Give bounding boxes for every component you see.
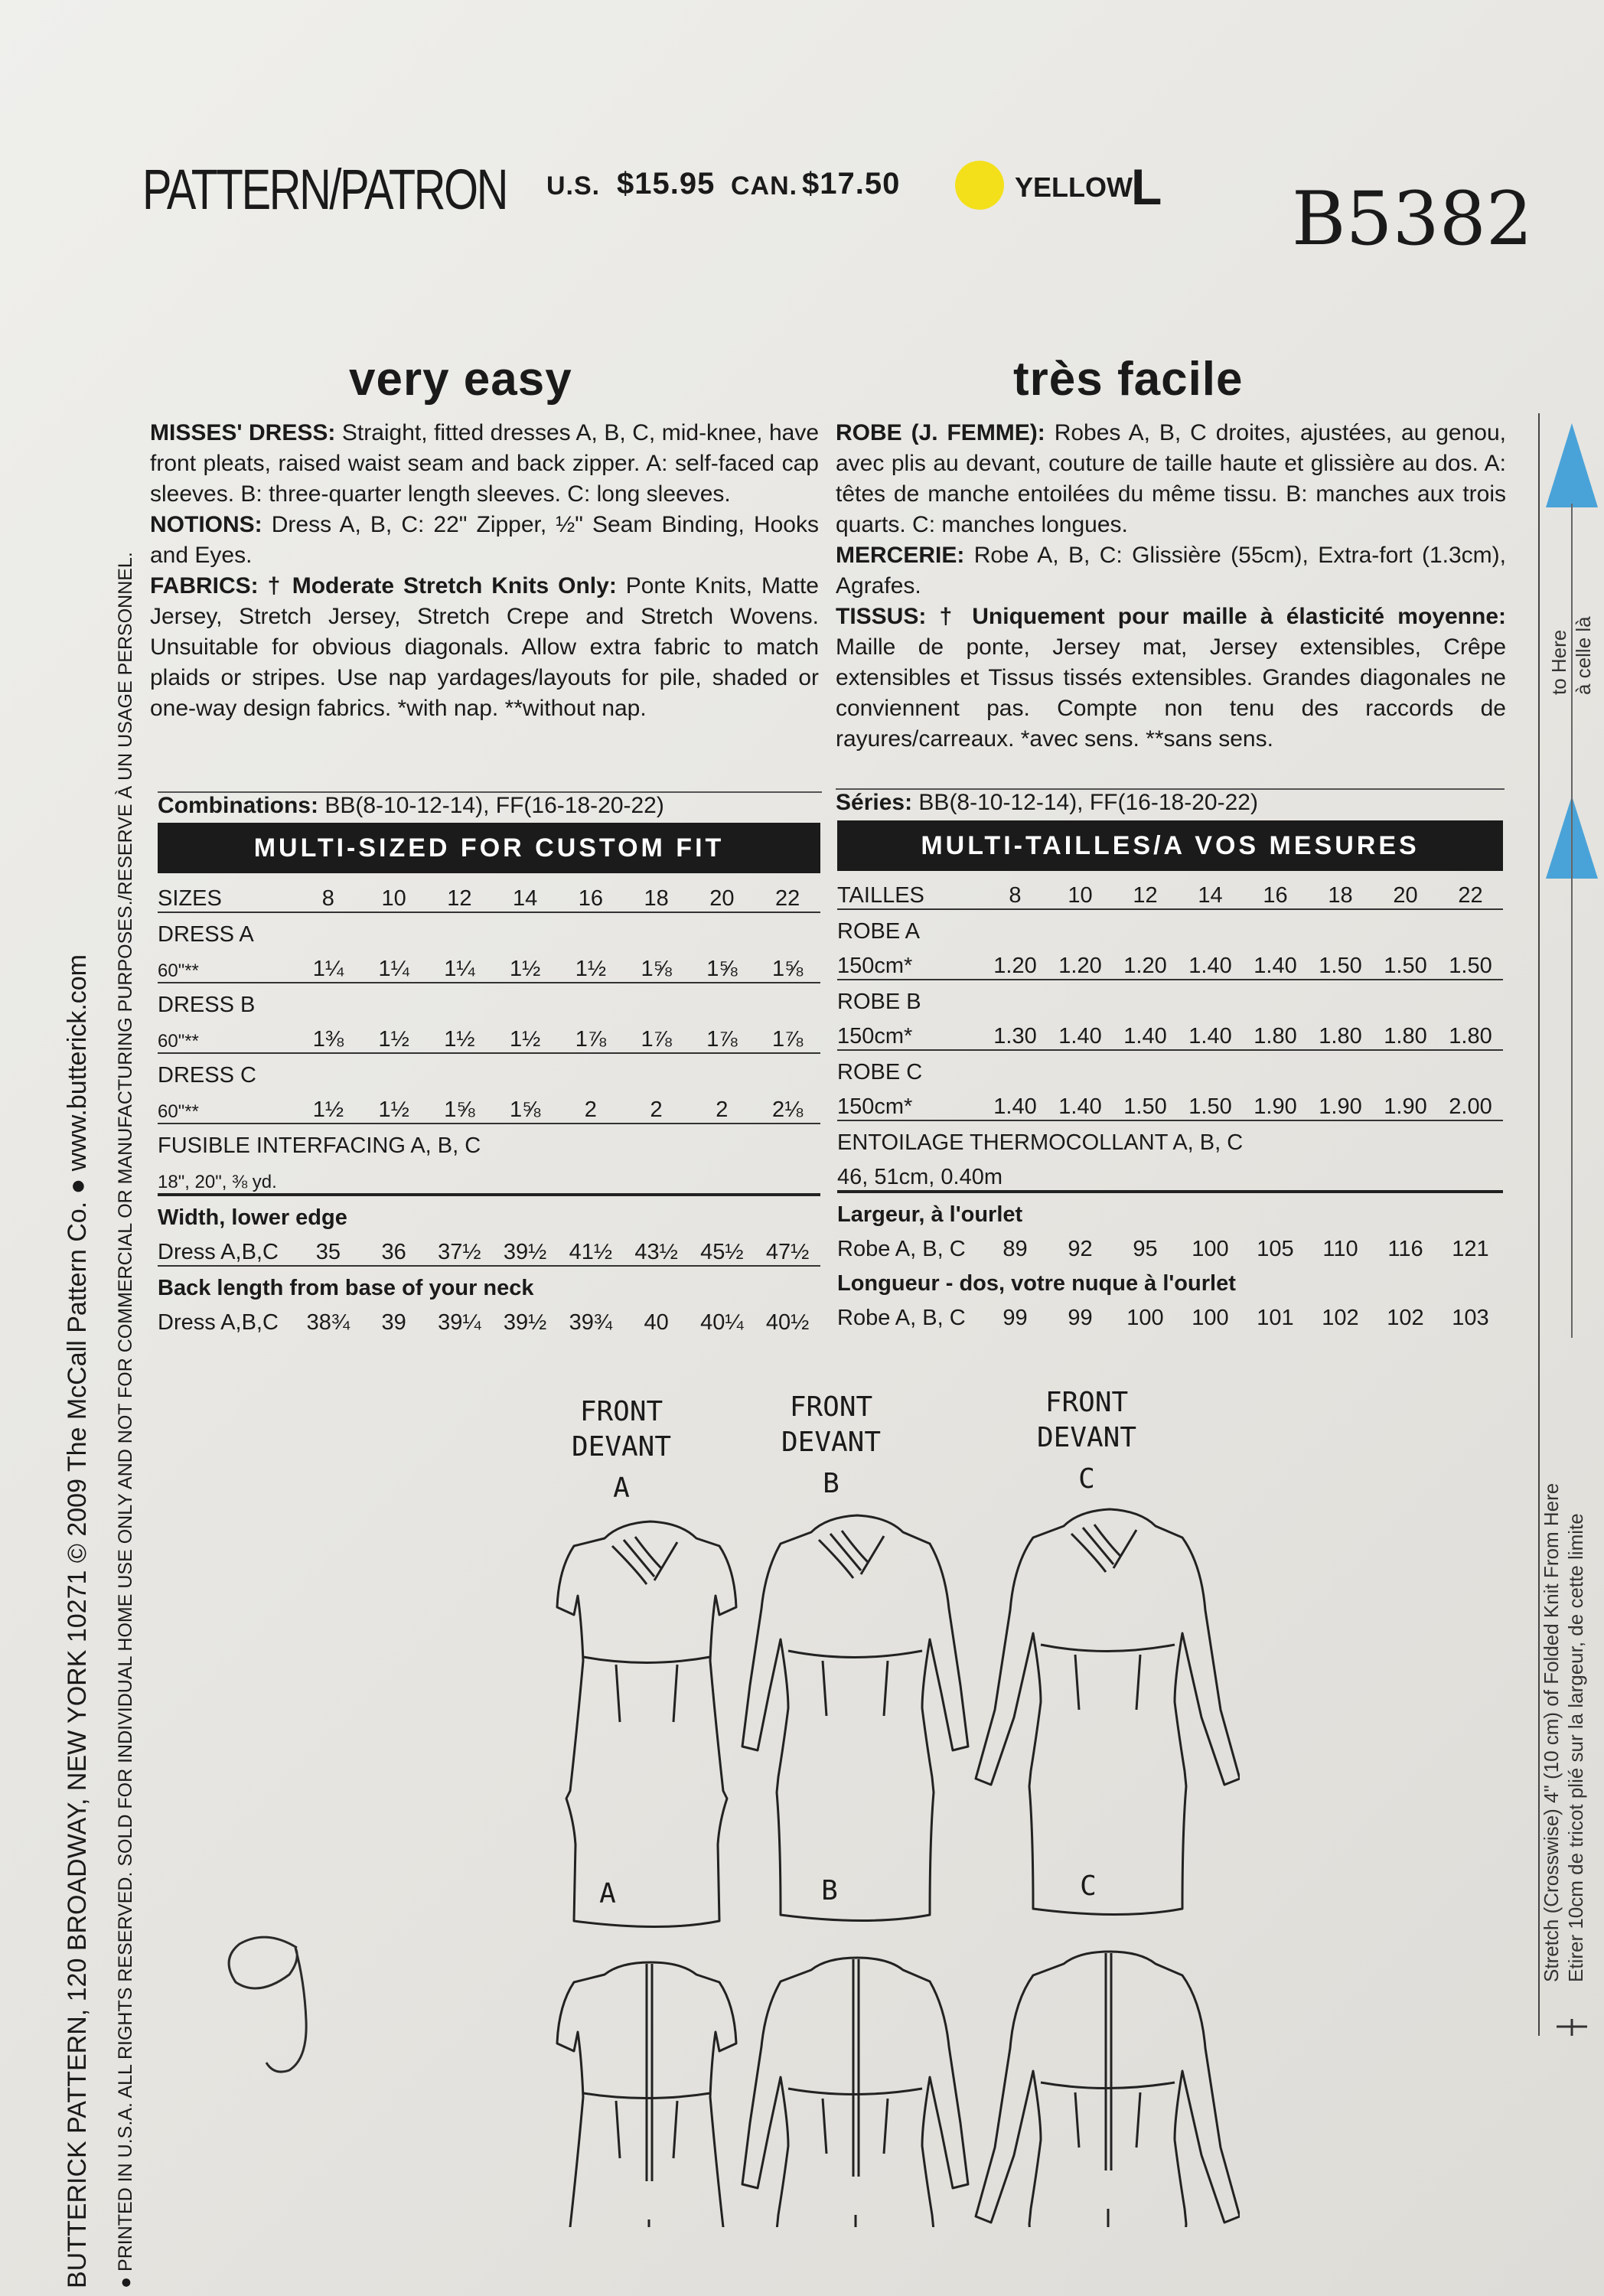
- value-cell: 36: [361, 1231, 427, 1266]
- value-cell: 116: [1387, 1237, 1423, 1261]
- publisher-line: BUTTERICK PATTERN, 120 BROADWAY, NEW YORK 10271 © 2009 The McCall Pattern Co. ● www.butterick.com: [63, 954, 92, 2288]
- value-cell: 1⅞: [690, 1018, 755, 1053]
- table-row: [837, 1085, 1503, 1120]
- view-letter: A: [613, 1473, 630, 1504]
- notions-label-fr: MERCERIE:: [836, 543, 965, 568]
- value-cell: 2.00: [1438, 1085, 1503, 1120]
- value-cell: 43½: [624, 1231, 690, 1266]
- value-cell: 121: [1452, 1237, 1489, 1261]
- table-row: [837, 874, 1503, 909]
- table-row: [158, 1088, 820, 1124]
- value-cell: 1½: [295, 1088, 361, 1124]
- value-cell: 103: [1452, 1306, 1489, 1330]
- table-row: [837, 1050, 1503, 1085]
- table-row: [158, 1124, 820, 1159]
- value-cell: 1.50: [1438, 944, 1503, 980]
- value-cell: 95: [1133, 1237, 1158, 1261]
- description-fr: [836, 418, 1506, 755]
- value-cell: 1½: [492, 1018, 558, 1053]
- size-cell: 14: [492, 877, 558, 912]
- combinations-en: [158, 791, 822, 819]
- interfacing-label: FUSIBLE INTERFACING A, B, C: [158, 1133, 481, 1158]
- value-cell: 38¾: [306, 1310, 350, 1335]
- value-cell: 1.40: [1178, 944, 1243, 980]
- row-name: DRESS C: [158, 1063, 256, 1088]
- size-letter: L: [1131, 158, 1162, 215]
- pattern-number: B5382: [1292, 176, 1533, 262]
- back-prefix: Dress A,B,C: [158, 1310, 279, 1335]
- size-cell: 10: [361, 877, 427, 912]
- table-row: [158, 1301, 820, 1336]
- value-cell: 39: [381, 1310, 406, 1335]
- dress-back-a-icon: [557, 1962, 736, 2227]
- table-row: [158, 1195, 820, 1231]
- comb-text-en: BB(8-10-12-14), FF(16-18-20-22): [324, 793, 664, 818]
- row-name: ROBE A: [837, 919, 920, 944]
- value-cell: 1⅞: [558, 1018, 624, 1053]
- table-row: [158, 1266, 820, 1301]
- value-cell: 1.50: [1373, 944, 1438, 980]
- value-cell: 1.40: [1178, 1015, 1243, 1050]
- comb-label-en: Combinations:: [158, 793, 318, 818]
- value-cell: 102: [1322, 1306, 1359, 1330]
- interfacing-label: ENTOILAGE THERMOCOLLANT A, B, C: [837, 1130, 1244, 1155]
- multi-size-bar-fr: MULTI-TAILLES/A VOS MESURES: [837, 820, 1503, 871]
- value-cell: 1.30: [983, 1015, 1048, 1050]
- size-table-fr: [837, 874, 1503, 1331]
- value-cell: 101: [1257, 1306, 1294, 1330]
- value-cell: 99: [1068, 1306, 1093, 1330]
- value-cell: 1.20: [1113, 944, 1178, 980]
- value-cell: 1¼: [361, 947, 427, 983]
- value-cell: 45½: [690, 1231, 755, 1266]
- value-cell: 39½: [492, 1231, 558, 1266]
- value-cell: 40¼: [700, 1310, 744, 1335]
- front-fr: DEVANT: [571, 1431, 672, 1463]
- dress-front-b-icon: [742, 1515, 968, 1921]
- value-cell: 40: [644, 1310, 669, 1335]
- view-letter: B: [823, 1468, 839, 1499]
- value-cell: 100: [1126, 1306, 1164, 1330]
- back-label-c: C: [1080, 1870, 1097, 1902]
- comb-label-fr: Séries:: [836, 790, 913, 815]
- difficulty-fr: très facile: [1013, 353, 1244, 406]
- table-row: [158, 1231, 820, 1266]
- can-price: $17.50: [802, 167, 901, 201]
- row-sub: 150cm*: [837, 944, 983, 980]
- back-prefix: Robe A, B, C: [837, 1306, 966, 1330]
- value-cell: 35: [295, 1231, 361, 1266]
- rights-line: ● PRINTED IN U.S.A. ALL RIGHTS RESERVED. SOLD FOR INDIVIDUAL HOME USE ONLY AND NOT FOR COMMERCIAL OR MANUFACTURING PURPOSES./RESERVE À UN USAGE PERSONNEL.: [115, 552, 136, 2288]
- value-cell: 1.50: [1113, 1085, 1178, 1120]
- sizes-label: TAILLES: [837, 874, 983, 909]
- size-cell: 12: [427, 877, 493, 912]
- fabrics-text-fr: Maille de ponte, Jersey mat, Jersey extensibles, Crêpe extensibles et Tissus tissés extensibles. Grandes diagonales ne conviennent pas. Compte non tenu des raccords de rayures/carreaux. *avec sens. **sans sens.: [836, 634, 1506, 752]
- value-cell: 40½: [765, 1310, 810, 1335]
- row-name: DRESS B: [158, 993, 256, 1017]
- table-row: [158, 912, 820, 947]
- value-cell: 1½: [361, 1018, 427, 1053]
- stretch-en: Stretch (Crosswise) 4" (10 cm) of Folded Knit From Here: [1540, 1482, 1563, 1982]
- table-row: [837, 980, 1503, 1015]
- value-cell: 1⅝: [624, 947, 690, 983]
- value-cell: 1⅝: [427, 1088, 493, 1124]
- back-label-a: A: [599, 1878, 616, 1910]
- sizes-label: SIZES: [158, 877, 295, 912]
- value-cell: 1¼: [295, 947, 361, 983]
- pattern-label: PATTERN/PATRON: [142, 158, 507, 221]
- value-cell: 1½: [492, 947, 558, 983]
- front-label-a: [545, 1394, 698, 1506]
- value-cell: 1¼: [427, 947, 493, 983]
- front-en: FRONT: [789, 1391, 873, 1423]
- dress-front-c-icon: [976, 1509, 1240, 1915]
- width-label: Largeur, à l'ourlet: [837, 1202, 1023, 1227]
- value-cell: 37½: [427, 1231, 493, 1266]
- value-cell: 1⅝: [690, 947, 755, 983]
- combinations-fr: [836, 788, 1505, 816]
- size-cell: 8: [983, 874, 1048, 909]
- value-cell: 100: [1192, 1306, 1229, 1330]
- interfacing-sub: 18", 20", ⅜ yd.: [158, 1159, 820, 1195]
- table-row: [158, 1159, 820, 1195]
- size-cell: 14: [1178, 874, 1243, 909]
- front-en: FRONT: [579, 1396, 663, 1427]
- fabrics-label-fr: TISSUS: † Uniquement pour maille à élasticité moyenne:: [836, 604, 1506, 629]
- to-here-fr: à celle là: [1572, 616, 1595, 695]
- value-cell: 1.40: [1243, 944, 1308, 980]
- row-name: ROBE C: [837, 1060, 923, 1084]
- size-cell: 22: [1438, 874, 1503, 909]
- table-row: [158, 1053, 820, 1088]
- size-cell: 16: [558, 877, 624, 912]
- value-cell: 110: [1322, 1237, 1358, 1261]
- view-letter: C: [1078, 1463, 1095, 1495]
- value-cell: 1.20: [1048, 944, 1113, 980]
- value-cell: 1.90: [1308, 1085, 1373, 1120]
- value-cell: 1.40: [1113, 1015, 1178, 1050]
- desc-text-fr: Robes A, B, C droites, ajustées, au genou, avec plis au devant, couture de taille haute et glissière au dos. A: têtes de manche entoilées du même tissu. B: manches aux trois quarts. C: manches longues.: [836, 420, 1506, 537]
- value-cell: 1.40: [1048, 1085, 1113, 1120]
- table-row: [837, 1296, 1503, 1331]
- multi-size-bar-en: MULTI-SIZED FOR CUSTOM FIT: [158, 823, 820, 873]
- value-cell: 39¾: [569, 1310, 613, 1335]
- dress-front-a-icon: [557, 1521, 736, 1927]
- row-name: DRESS A: [158, 922, 254, 947]
- row-sub: 60"**: [158, 1088, 295, 1124]
- value-cell: 92: [1068, 1237, 1093, 1261]
- width-prefix: Robe A, B, C: [837, 1237, 966, 1261]
- front-label-b: [755, 1390, 908, 1502]
- table-row: [837, 944, 1503, 980]
- size-cell: 10: [1048, 874, 1113, 909]
- fabrics-label-en: FABRICS: † Moderate Stretch Knits Only:: [150, 573, 617, 598]
- value-cell: 1⅜: [295, 1018, 361, 1053]
- value-cell: 102: [1387, 1306, 1424, 1330]
- value-cell: 1⅝: [492, 1088, 558, 1124]
- value-cell: 2: [624, 1088, 690, 1124]
- size-cell: 20: [1373, 874, 1438, 909]
- back-label: Longueur - dos, votre nuque à l'ourlet: [837, 1271, 1236, 1296]
- row-sub: 150cm*: [837, 1015, 983, 1050]
- value-cell: 1⅝: [755, 947, 820, 983]
- value-cell: 1.50: [1308, 944, 1373, 980]
- handwritten-number-icon: [205, 1913, 343, 2082]
- value-cell: 1⅞: [624, 1018, 690, 1053]
- description-en: [150, 418, 819, 724]
- value-cell: 1½: [361, 1088, 427, 1124]
- can-label: CAN.: [731, 171, 798, 201]
- size-cell: 20: [690, 877, 755, 912]
- size-cell: 8: [295, 877, 361, 912]
- table-row: [837, 1015, 1503, 1050]
- to-here-en: to Here: [1547, 629, 1570, 695]
- value-cell: 2: [690, 1088, 755, 1124]
- interfacing-sub: 46, 51cm, 0.40m: [837, 1156, 1503, 1192]
- value-cell: 2: [558, 1088, 624, 1124]
- desc-label-en: MISSES' DRESS:: [150, 420, 336, 445]
- yellow-dot-icon: [955, 161, 1004, 210]
- value-cell: 1.80: [1373, 1015, 1438, 1050]
- size-cell: 18: [1308, 874, 1373, 909]
- back-label: Back length from base of your neck: [158, 1276, 534, 1300]
- dress-back-c-icon: [976, 1952, 1240, 2227]
- value-cell: 1.20: [983, 944, 1048, 980]
- size-cell: 12: [1113, 874, 1178, 909]
- table-row: [158, 877, 820, 912]
- value-cell: 105: [1257, 1237, 1294, 1261]
- value-cell: 47½: [755, 1231, 820, 1266]
- value-cell: 1½: [427, 1018, 493, 1053]
- front-en: FRONT: [1045, 1387, 1129, 1418]
- desc-text-en: Straight, fitted dresses A, B, C, mid-knee, have front pleats, raised waist seam and back zipper. A: self-faced cap sleeves. B: three-quarter length sleeves. C: long sleeves.: [150, 420, 819, 507]
- stretch-fr: Etirer 10cm de tricot plié sur la largeur, de cette limite: [1564, 1513, 1587, 1982]
- value-cell: 99: [1002, 1306, 1028, 1330]
- comb-text-fr: BB(8-10-12-14), FF(16-18-20-22): [918, 790, 1258, 815]
- fabrics-text-en: Ponte Knits, Matte Jersey, Stretch Jersey, Stretch Crepe and Stretch Wovens. Unsuitable for obvious diagonals. Allow extra fabric to match plaids or stripes. Use nap yardages/layouts for pile, shaded or one-way design fabrics. *with nap. **without nap.: [150, 573, 819, 721]
- table-row: [837, 1120, 1503, 1156]
- table-row: [837, 1192, 1503, 1228]
- value-cell: 1.90: [1243, 1085, 1308, 1120]
- table-row: [158, 947, 820, 983]
- width-label: Width, lower edge: [158, 1205, 347, 1230]
- value-cell: 1.80: [1243, 1015, 1308, 1050]
- row-sub: 60"**: [158, 1018, 295, 1053]
- front-fr: DEVANT: [781, 1427, 882, 1458]
- notions-text-fr: Robe A, B, C: Glissière (55cm), Extra-fort (1.3cm), Agrafes.: [836, 543, 1506, 598]
- size-table-en: [158, 877, 820, 1336]
- value-cell: 100: [1192, 1237, 1229, 1261]
- front-fr: DEVANT: [1036, 1422, 1137, 1453]
- value-cell: 89: [1002, 1237, 1028, 1261]
- value-cell: 1⅞: [755, 1018, 820, 1053]
- value-cell: 39½: [503, 1310, 547, 1335]
- dress-back-b-icon: [742, 1958, 968, 2227]
- value-cell: 39¼: [438, 1310, 481, 1335]
- table-row: [837, 1156, 1503, 1192]
- dress-illustrations: [459, 1492, 1240, 2227]
- table-row: [837, 1262, 1503, 1296]
- notions-text-en: Dress A, B, C: 22" Zipper, ½" Seam Binding, Hooks and Eyes.: [150, 512, 819, 568]
- row-sub: 60"**: [158, 947, 295, 983]
- difficulty-en: very easy: [349, 353, 572, 406]
- row-sub: 150cm*: [837, 1085, 983, 1120]
- notions-label-en: NOTIONS:: [150, 512, 262, 537]
- front-label-c: [1010, 1385, 1163, 1497]
- table-row: [158, 983, 820, 1018]
- us-label: U.S.: [546, 171, 601, 201]
- value-cell: 41½: [558, 1231, 624, 1266]
- size-cell: 18: [624, 877, 690, 912]
- back-label-b: B: [821, 1875, 838, 1906]
- desc-label-fr: ROBE (J. FEMME):: [836, 420, 1045, 445]
- table-row: [837, 1228, 1503, 1262]
- value-cell: 1.40: [983, 1085, 1048, 1120]
- value-cell: 1.80: [1438, 1015, 1503, 1050]
- us-price: $15.95: [617, 167, 716, 201]
- value-cell: 1.40: [1048, 1015, 1113, 1050]
- width-prefix: Dress A,B,C: [158, 1231, 295, 1266]
- value-cell: 1.50: [1178, 1085, 1243, 1120]
- size-cell: 22: [755, 877, 820, 912]
- value-cell: 2⅛: [755, 1088, 820, 1124]
- table-row: [158, 1018, 820, 1053]
- value-cell: 1½: [558, 947, 624, 983]
- value-cell: 1.90: [1373, 1085, 1438, 1120]
- color-label: YELLOW: [1015, 171, 1133, 203]
- size-cell: 16: [1243, 874, 1308, 909]
- row-name: ROBE B: [837, 990, 921, 1014]
- value-cell: 1.80: [1308, 1015, 1373, 1050]
- table-row: [837, 909, 1503, 944]
